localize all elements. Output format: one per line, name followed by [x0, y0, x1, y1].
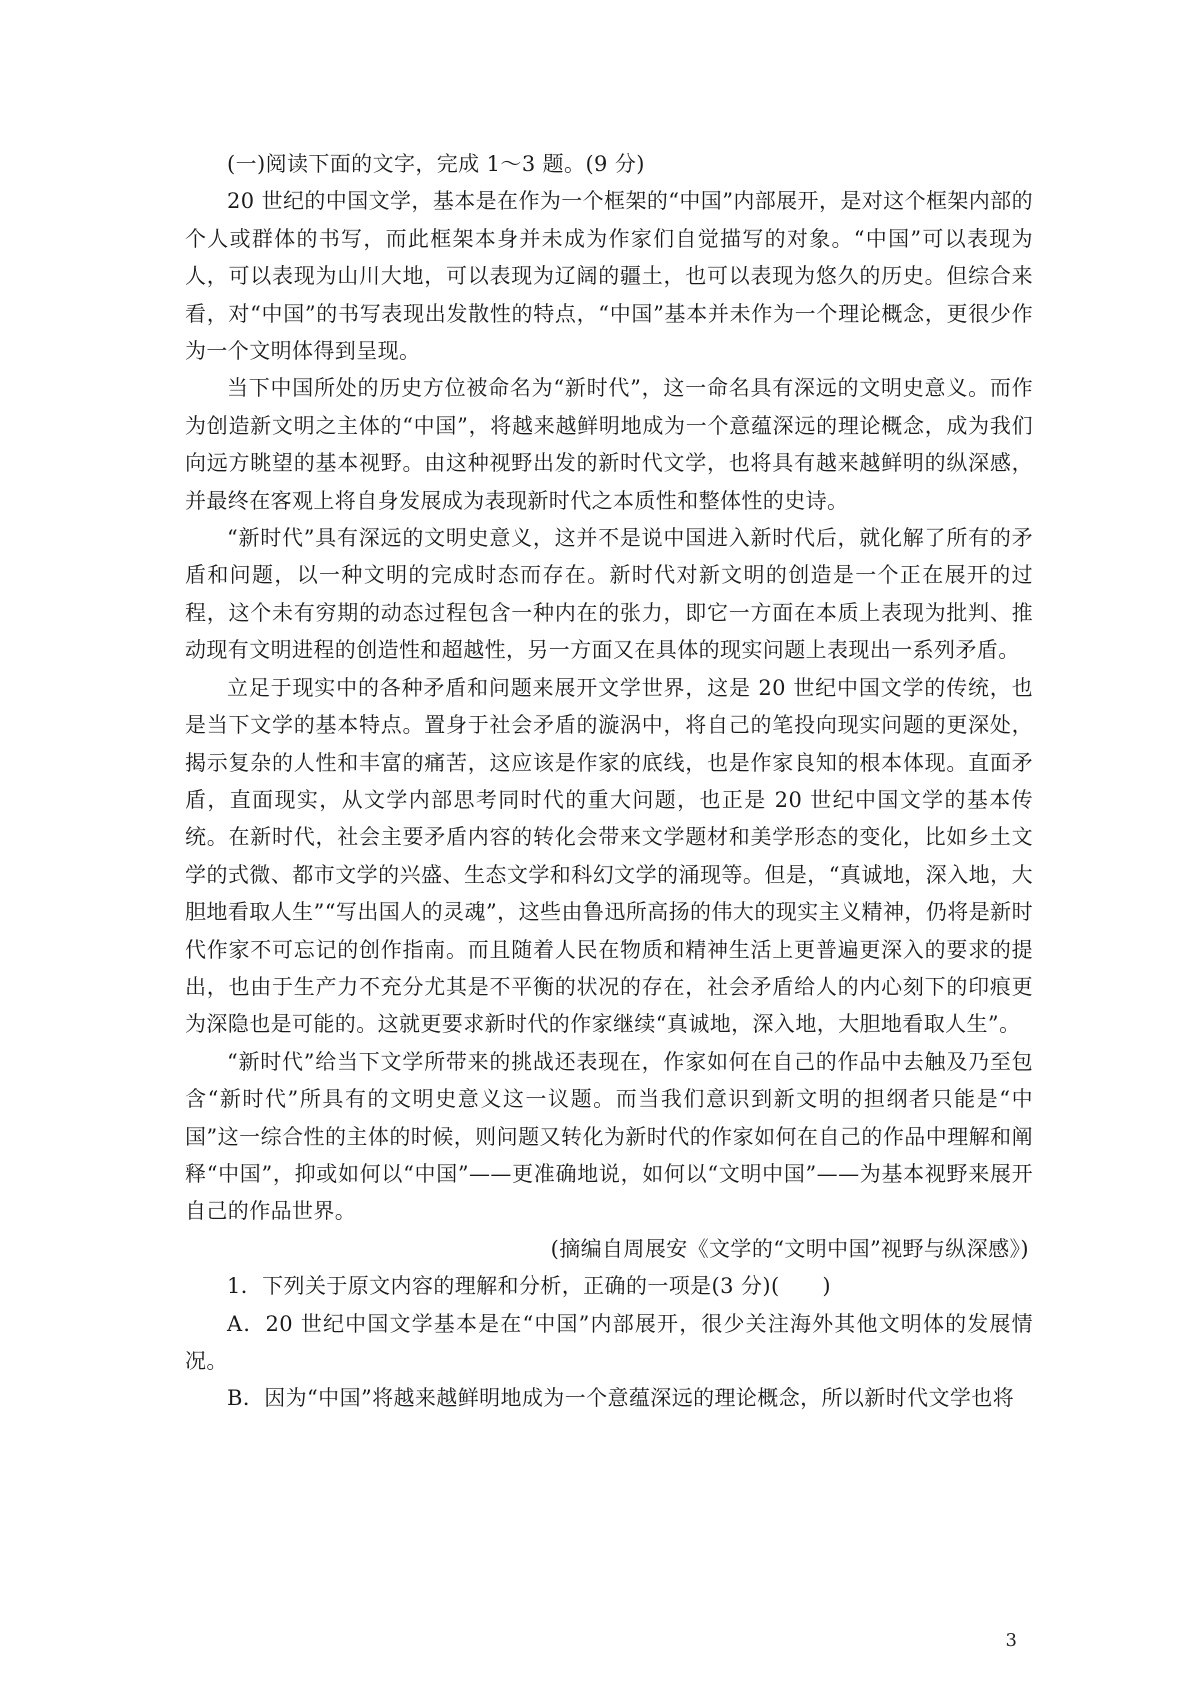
option-b: B．因为“中国”将越来越鲜明地成为一个意蕴深远的理论概念，所以新时代文学也将 — [227, 1386, 1015, 1411]
source-citation: (摘编自周展安《文学的“文明中国”视野与纵深感》) — [550, 1236, 1029, 1261]
paragraph-2: 当下中国所处的历史方位被命名为“新时代”，这一命名具有深远的文明史意义。而作为创造新文明之主体的“中国”，将越来越鲜明地成为一个意蕴深远的理论概念，成为我们向远方眺望的基本视野。由这种视野出发的新时代文学，也将具有越来越鲜明的纵深感，并最终在客观上将自身发展成为表现新时代之本质性和整体性的史诗。 — [185, 376, 1033, 513]
paragraph-1: 20 世纪的中国文学，基本是在作为一个框架的“中国”内部展开，是对这个框架内部的个人或群体的书写，而此框架本身并未成为作家们自觉描写的对象。“中国”可以表现为人，可以表现为山川大地，可以表现为辽阔的疆土，也可以表现为悠久的历史。但综合来看，对“中国”的书写表现出发散性的特点，“中国”基本并未作为一个理论概念，更很少作为一个文明体得到呈现。 — [185, 189, 1033, 364]
document-body — [185, 146, 1033, 1418]
option-a: A．20 世纪中国文学基本是在“中国”内部展开，很少关注海外其他文明体的发展情况。 — [185, 1311, 1033, 1373]
paragraph-3: “新时代”具有深远的文明史意义，这并不是说中国进入新时代后，就化解了所有的矛盾和问题，以一种文明的完成时态而存在。新时代对新文明的创造是一个正在展开的过程，这个未有穷期的动态过程包含一种内在的张力，即它一方面在本质上表现为批判、推动现有文明进程的创造性和超越性，另一方面又在具体的现实问题上表现出一系列矛盾。 — [185, 526, 1033, 663]
paragraph-5: “新时代”给当下文学所带来的挑战还表现在，作家如何在自己的作品中去触及乃至包含“新时代”所具有的文明史意义这一议题。而当我们意识到新文明的担纲者只能是“中国”这一综合性的主体的时候，则问题又转化为新时代的作家如何在自己的作品中理解和阐释“中国”，抑或如何以“中国”——更准确地说，如何以“文明中国”——为基本视野来展开自己的作品世界。 — [185, 1049, 1033, 1224]
page-number: 3 — [1005, 1630, 1017, 1651]
question-1: 1．下列关于原文内容的理解和分析，正确的一项是(3 分)( ) — [227, 1274, 831, 1299]
paragraph-4: 立足于现实中的各种矛盾和问题来展开文学世界，这是 20 世纪中国文学的传统，也是当下文学的基本特点。置身于社会矛盾的漩涡中，将自己的笔投向现实问题的更深处，揭示复杂的人性和丰富的痛苦，这应该是作家的底线，也是作家良知的根本体现。直面矛盾，直面现实，从文学内部思考同时代的重大问题，也正是 20 世纪中国文学的基本传统。在新时代，社会主要矛盾内容的转化会带来文学题材和美学形态的变化，比如乡土文学的式微、都市文学的兴盛、生态文学和科幻文学的涌现等。但是，“真诚地，深入地，大胆地看取人生”“写出国人的灵魂”，这些由鲁迅所高扬的伟大的现实主义精神，仍将是新时代作家不可忘记的创作指南。而且随着人民在物质和精神生活上更普遍更深入的要求的提出，也由于生产力不充分尤其是不平衡的状况的存在，社会矛盾给人的内心刻下的印痕更为深隐也是可能的。这就更要求新时代的作家继续“真诚地，深入地，大胆地看取人生”。 — [185, 675, 1033, 1037]
section-heading: (一)阅读下面的文字，完成 1～3 题。(9 分) — [227, 152, 645, 176]
